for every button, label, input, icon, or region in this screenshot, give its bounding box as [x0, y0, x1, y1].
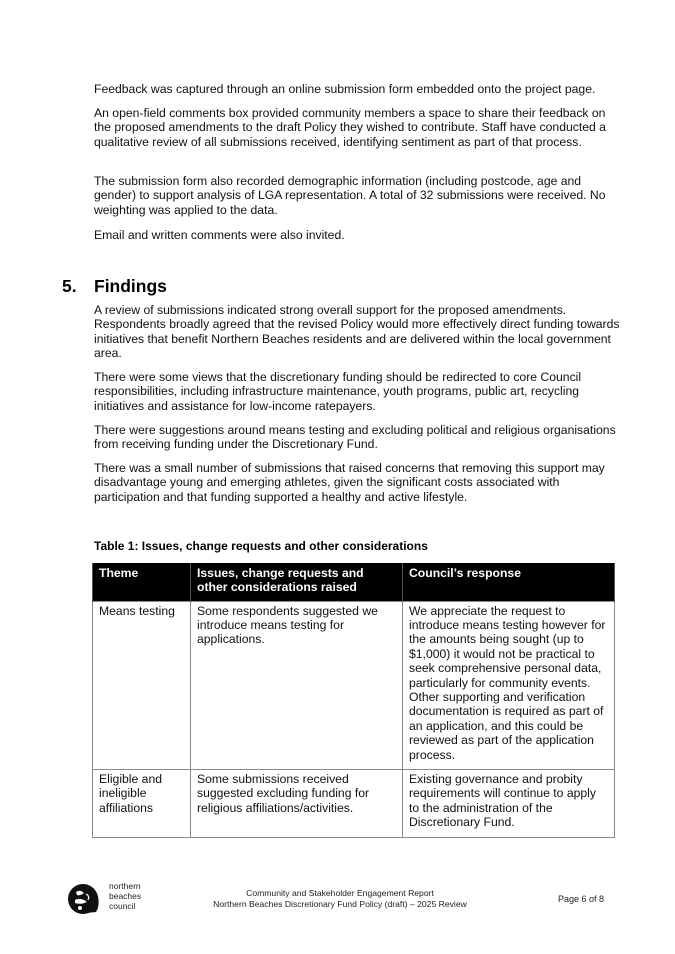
cell-theme: Means testing: [93, 601, 191, 769]
intro-paragraph: The submission form also recorded demographic information (including postcode, age and gender) to support analysis of LGA representation. A total of 32 submissions were received. No weighting was applied to the data.: [94, 174, 606, 217]
intro-paragraph: Email and written comments were also invited.: [94, 228, 345, 242]
section-number: 5.: [62, 276, 77, 296]
cell-response: Existing governance and probity requirements will continue to apply to the administration of the Discretionary Fund.: [403, 769, 615, 837]
footer-report-info: [190, 888, 490, 910]
findings-paragraph: There was a small number of submissions that raised concerns that removing this support may disadvantage young and emerging athletes, given the significant costs associated with participation and that funding supported a healthy and active lifestyle.: [94, 461, 605, 504]
table-caption: Table 1: Issues, change requests and other considerations: [94, 539, 428, 553]
column-header-issues: Issues, change requests and other considerations raised: [191, 563, 403, 601]
table-row: [93, 601, 615, 769]
cell-response: We appreciate the request to introduce means testing however for the amounts being sought (up to $1,000) it would not be practical to seek comprehensive personal data, particularly for community events. Other supporting and verification documentation is required as part of an application, and this could be reviewed as part of the application process.: [403, 601, 615, 769]
cell-issues: Some submissions received suggested excluding funding for religious affiliations/activities.: [191, 769, 403, 837]
page-number: Page 6 of 8: [558, 894, 605, 904]
findings-paragraph: A review of submissions indicated strong overall support for the proposed amendments. Respondents broadly agreed that the revised Policy would more effectively direct funding towards initiatives that benefit Northern Beaches residents and are delivered within the local government area.: [94, 303, 620, 361]
intro-paragraph: Feedback was captured through an online submission form embedded onto the project page.: [94, 82, 596, 96]
cell-theme: Eligible and ineligible affiliations: [93, 769, 191, 837]
council-logo-text: northern beaches council: [109, 881, 142, 911]
council-logo-icon: [66, 882, 100, 916]
column-header-theme: Theme: [93, 563, 191, 601]
findings-paragraph: There were suggestions around means testing and excluding political and religious organisations from receiving funding under the Discretionary Fund.: [94, 423, 616, 452]
column-header-response: Council’s response: [403, 563, 615, 601]
intro-paragraph: An open-field comments box provided community members a space to share their feedback on the proposed amendments to the draft Policy they wished to contribute. Staff have conducted a qualitative review of all submissions received, identifying sentiment as part of that process.: [94, 106, 606, 149]
footer-report-subtitle: Northern Beaches Discretionary Fund Policy (draft) – 2025 Review: [213, 899, 467, 909]
findings-paragraph: There were some views that the discretionary funding should be redirected to core Council responsibilities, including infrastructure maintenance, youth programs, public art, recycling initiatives and assistance for low-income ratepayers.: [94, 370, 582, 413]
cell-issues: Some respondents suggested we introduce means testing for applications.: [191, 601, 403, 769]
table-header-row: [93, 563, 615, 601]
footer-report-title: Community and Stakeholder Engagement Report: [246, 888, 434, 898]
issues-table: [92, 563, 615, 838]
table-row: [93, 769, 615, 837]
section-heading: [62, 276, 167, 297]
page-footer: [0, 880, 675, 920]
section-title: Findings: [94, 276, 167, 296]
